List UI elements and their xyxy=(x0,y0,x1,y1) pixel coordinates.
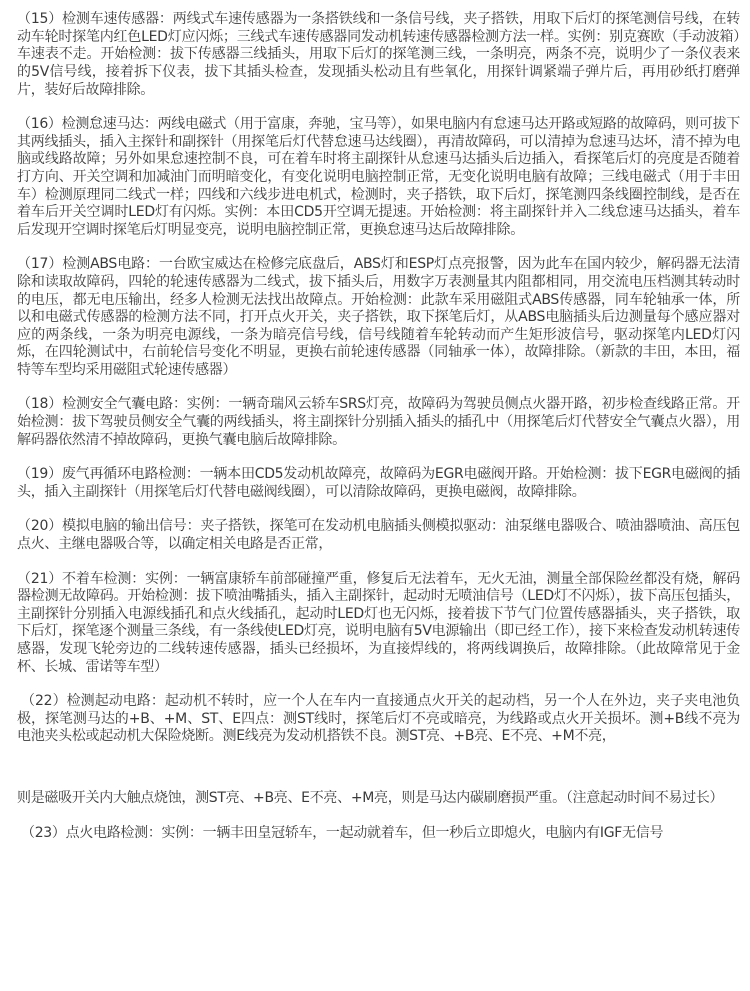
paragraph-17: （17）检测ABS电路：一台欧宝威达在检修完底盘后，ABS灯和ESP灯点亮报警，因为此车在国内较少，解码器无法清除和读取故障码，四轮的轮速传感器为二线式，拔下插头后，用数字万表测量其内阻都相同，用交流电压档测其转动时的电压，都无电压输出，经多人检测无法找出故障点。开始检测：此款车采用磁阻式ABS传感器，同车轮轴承一体，所以和电磁式传感器的检测方法不同，打开点火开关，夹子搭铁，取下探笔后灯，从ABS电脑插头后边测量每个感应器对应的两条线，一条为明亮电源线，一条为暗亮信号线，信号线随着车轮转动而产生矩形波信号，驱动探笔内LED灯闪烁，在四轮测试中，右前轮信号变化不明显，更换右前轮速传感器（同轴承一体），故障排除。（新款的丰田，本田，福特等车型均采用磁阻式轮速传感器） xyxy=(17,256,740,378)
paragraph-19: （19）废气再循环电路检测：一辆本田CD5发动机故障亮，故障码为EGR电磁阀开路。开始检测：拔下EGR电磁阀的插头，插入主副探针（用探笔后灯代替电磁阀线圈），可以清除故障码，更换电磁阀，故障排除。 xyxy=(17,466,740,500)
paragraph-23: （23）点火电路检测：实例：一辆丰田皇冠轿车，一起动就着车，但一秒后立即熄火，电脑内有IGF无信号 xyxy=(21,824,664,841)
paragraph-20: （20）模拟电脑的输出信号：夹子搭铁，探笔可在发动机电脑插头侧模拟驱动：油泵继电器吸合、喷油器喷油、高压包点火、主继电器吸合等，以确定相关电路是否正常， xyxy=(17,518,740,553)
paragraph-22-tail: 则是磁吸开关内大触点烧蚀，测ST亮、+B亮、E不亮、+M亮，则是马达内碳刷磨损严重。（注意起动时间不易过长） xyxy=(17,789,724,806)
paragraph-21: （21）不着车检测：实例：一辆富康轿车前部碰撞严重，修复后无法着车，无火无油，测量全部保险丝都没有烧，解码器检测无故障码。开始检测：拔下喷油嘴插头，插入主副探针，起动时无喷油信号（LED灯不闪烁），拔下高压包插头，主副探针分别插入电源线插孔和点火线插孔，起动时LED灯也无闪烁，接着拔下节气门位置传感器插头，夹子搭铁，取下后灯，探笔逐个测量三条线，有一条线使LED灯亮，说明电脑有5V电源输出（即已经工作），接下来检查发动机转速传感器，发现飞轮旁边的二线转速传感器，插头已经损坏，为直接焊线的，将两线调换后，故障排除。（此故障常见于金杯、长城、雷诺等车型） xyxy=(17,570,740,675)
paragraph-18: （18）检测安全气囊电路：实例：一辆奇瑞风云轿车SRS灯亮，故障码为驾驶员侧点火器开路，初步检查线路正常。开始检测：拔下驾驶员侧安全气囊的两线插头，将主副探针分别插入插头的插孔中（用探笔后灯代替安全气囊点火器），用解码器依然清不掉故障码，更换气囊电脑后故障排除。 xyxy=(17,396,740,448)
paragraph-16: （16）检测怠速马达：两线电磁式（用于富康，奔驰，宝马等），如果电脑内有怠速马达开路或短路的故障码，则可拔下其两线插头，插入主探针和副探针（用探笔后灯代替怠速马达线圈），再清故障码，可以清掉为怠速马达坏，清不掉为电脑或线路故障；另外如果怠速控制不良，可在着车时将主副探针从怠速马达插头后边插入，看探笔后灯的亮度是否随着打方向、开关空调和加减油门而明暗变化，有变化说明电脑控制正常，无变化说明电脑有故障；三线电磁式（用于丰田车）检测原理同二线式一样；四线和六线步进电机式，检测时，夹子搭铁，取下后灯，探笔测四条线圈控制线，是否在着车后开关空调时LED灯有闪烁。实例：本田CD5开空调无提速。开始检测：将主副探针并入二线怠速马达插头，着车后发现开空调时探笔后灯明显变亮，说明电脑控制正常，更换怠速马达后故障排除。 xyxy=(17,116,740,238)
paragraph-15: （15）检测车速传感器：两线式车速传感器为一条搭铁线和一条信号线，夹子搭铁，用取下后灯的探笔测信号线，在转动车轮时探笔内红色LED灯应闪烁；三线式车速传感器同发动机转速传感器检测方法一样。实例：别克赛欧（手动波箱）车速表不走。开始检测：拔下传感器三线插头，用取下后灯的探笔测三线，一条明亮，两条不亮，说明少了一条仪表来的5V信号线，接着拆下仪表，拔下其插头检查，发现插头松动且有些氧化，用探针调紧端子弹片后，再用砂纸打磨弹片，装好后故障排除。 xyxy=(17,11,740,98)
paragraph-22: （22）检测起动电路：起动机不转时，应一个人在车内一直接通点火开关的起动档，另一个人在外边，夹子夹电池负极，探笔测马达的+B、+M、ST、E四点：测ST线时，探笔后灯不亮或暗亮，为线路或点火开关损坏。测+B线不亮为电池夹头松或起动机大保险烧断。测E线亮为发动机搭铁不良。测ST亮、+B亮、E不亮、+M不亮， xyxy=(17,693,740,745)
